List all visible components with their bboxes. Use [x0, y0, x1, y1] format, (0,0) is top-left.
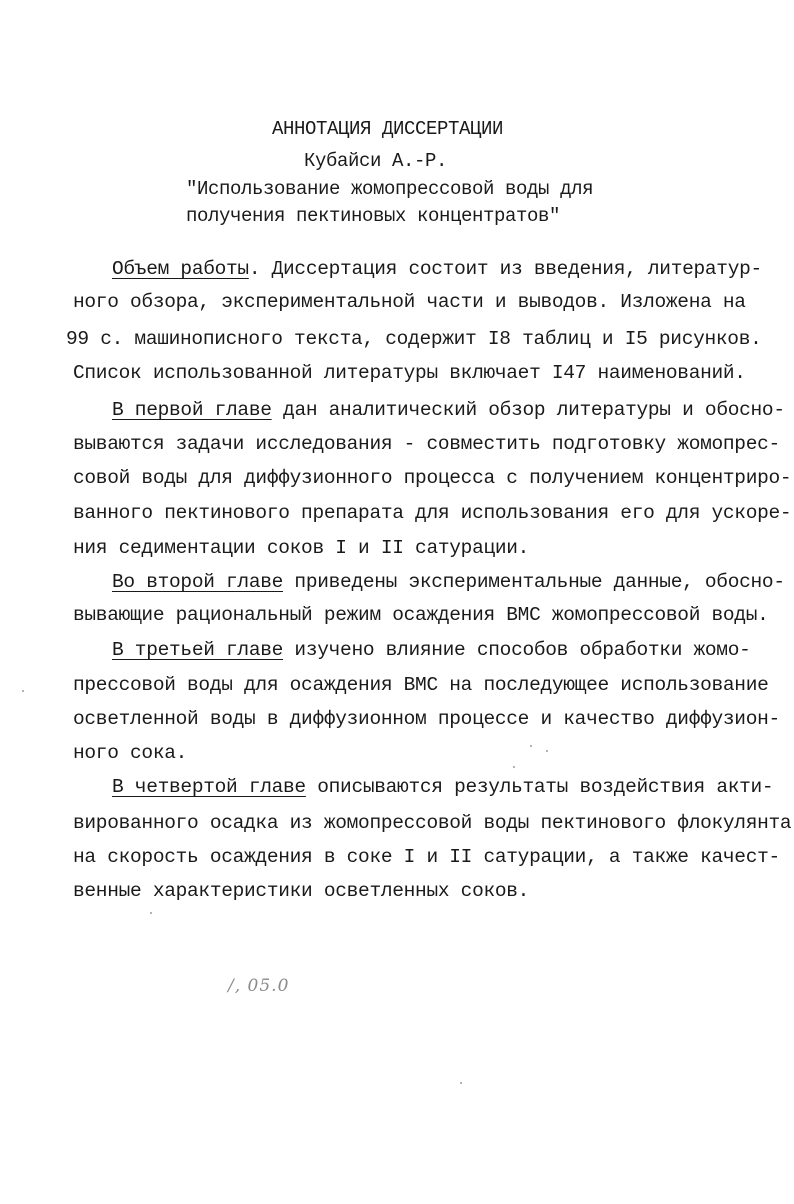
line-text: . Диссертация состоит из введения, литератур-: [248, 258, 762, 280]
body-line: [112, 257, 762, 281]
body-line: ного сока.: [73, 742, 188, 764]
line-text: изучено влияние способов обработки жомо-: [283, 639, 751, 661]
scan-speck: [150, 912, 152, 914]
body-line: вывающие рациональный режим осаждения ВМС жомопрессовой воды.: [73, 604, 769, 626]
body-line: венные характеристики осветленных соков.: [73, 880, 530, 902]
body-line: вываются задачи исследования - совместить подготовку жомопрес-: [73, 433, 780, 455]
work-title-line-2: получения пектиновых концентратов": [186, 205, 561, 227]
body-line: [112, 398, 785, 422]
scan-speck: [22, 690, 24, 692]
scan-speck: [513, 766, 515, 768]
body-line: совой воды для диффузионного процесса с получением концентриро-: [73, 467, 792, 489]
handwritten-note: /, 05.0: [228, 976, 290, 996]
body-line: 99 с. машинописного текста, содержит I8 таблиц и I5 рисунков.: [66, 328, 762, 350]
section-heading: В третьей главе: [112, 639, 284, 661]
section-heading: В четвертой главе: [112, 776, 306, 798]
scan-speck: [530, 745, 532, 747]
scan-speck: [460, 1082, 462, 1084]
body-line: прессовой воды для осаждения ВМС на последующее использование: [73, 674, 769, 696]
line-text: описываются результаты воздействия акти-: [305, 776, 774, 798]
section-heading: Объем работы: [112, 258, 249, 280]
scan-speck: [546, 750, 548, 752]
work-title-line-1: "Использование жомопрессовой воды для: [186, 178, 594, 200]
line-text: приведены экспериментальные данные, обосно-: [283, 571, 785, 593]
body-line: Список использованной литературы включает I47 наименований.: [73, 362, 746, 384]
body-line: ванного пектинового препарата для использования его для ускоре-: [73, 502, 792, 524]
line-text: дан аналитический обзор литературы и обосно-: [271, 399, 785, 421]
body-line: [112, 775, 773, 799]
body-line: ния седиментации соков I и II сатурации.: [73, 537, 530, 559]
author-name: Кубайси А.-Р.: [304, 150, 448, 172]
body-line: [112, 570, 785, 594]
annotation-title: АННОТАЦИЯ ДИССЕРТАЦИИ: [272, 118, 504, 140]
body-line: [112, 638, 751, 662]
body-line: вированного осадка из жомопрессовой воды пектинового флокулянта: [73, 812, 792, 834]
section-heading: Во второй главе: [112, 571, 284, 593]
body-line: ного обзора, экспериментальной части и выводов. Изложена на: [73, 291, 746, 313]
body-line: осветленной воды в диффузионном процессе и качество диффузион-: [73, 708, 780, 730]
section-heading: В первой главе: [112, 399, 272, 421]
body-line: на скорость осаждения в соке I и II сатурации, а также качест-: [73, 846, 780, 868]
